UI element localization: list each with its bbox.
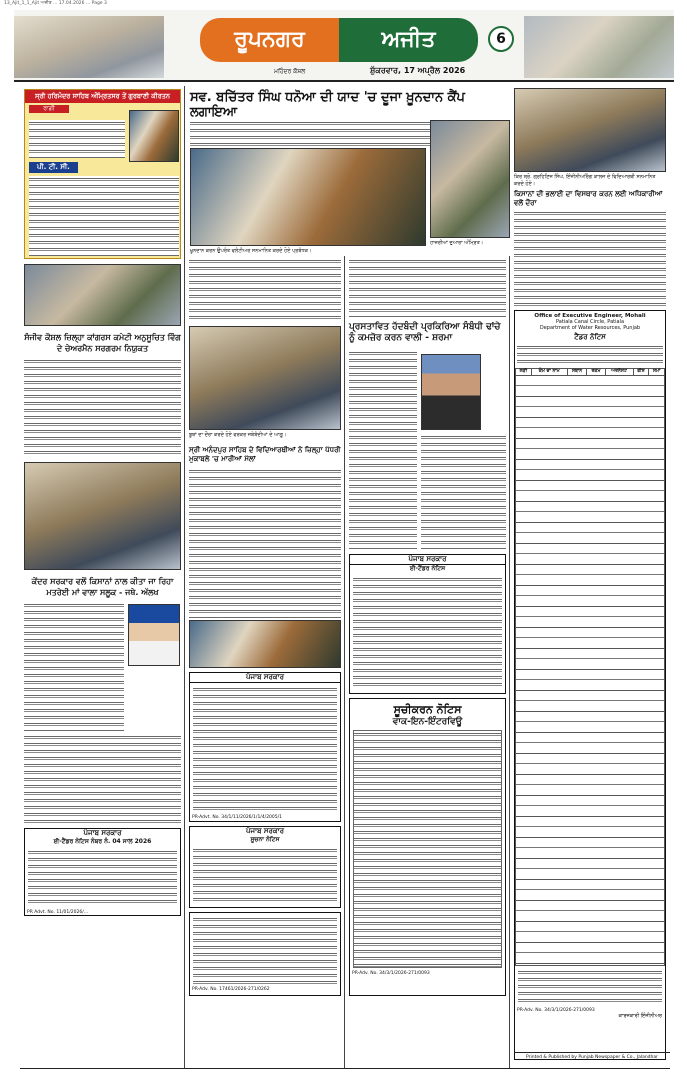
sharma-portrait: [421, 354, 481, 430]
jathedar-portrait: [128, 604, 180, 666]
col1-govt-ad: [24, 828, 181, 916]
main-headline: ਸਵ. ਬਚਿੱਤਰ ਸਿੰਘ ਧਨੋਆ ਦੀ ਯਾਦ 'ਚ ਦੂਜਾ ਖ਼ੂਨਦਾਨ ਕੈਂਪ ਲਗਾਇਆ: [190, 90, 465, 120]
col2-group-photo: [189, 620, 341, 668]
page-number-badge: 6: [488, 26, 514, 52]
col4-office-title: Office of Executive Engineer, Mohali: [534, 313, 646, 319]
column-3: [345, 256, 510, 1069]
col2-notice-sub: ਸੂਚਨਾ ਨੋਟਿਸ: [250, 836, 280, 843]
col1-ad-sub: ਈ-ਟੈਂਡਰ ਨੋਟਿਸ ਨੰਬਰ ਨੰ. 04 ਸਾਲ 2026: [53, 838, 152, 845]
kirtan-subheading: ਰਾਗੀ: [29, 105, 69, 113]
col4-tender-intro: [517, 344, 663, 366]
col2-photo-caption: ਬੂਥਾਂ ਦਾ ਦੌਰਾ ਕਰਦੇ ਹੋਏ ਵਰਕਰ ਜਥੇਬੰਦੀਆਂ ਦੇ ਆਗੂ।: [189, 432, 287, 438]
col3-walkin-ad: [349, 698, 506, 996]
scan-header: 13_Ajit_1_1_Ajit ਅਜੀਤ ... 17.04.2026 ... Page 3: [4, 1, 107, 6]
story2-body: [24, 602, 124, 732]
main-photo-caption: ਖ਼ੂਨਦਾਨ ਕਰਨ ਉਪਰੰਤ ਵਲੰਟੀਅਰ ਸਨਮਾਨਿਤ ਕਰਦੇ ਹੋਏ ਪ੍ਰਬੰਧਕ।: [190, 248, 312, 254]
masthead-date: ਸ਼ੁੱਕਰਵਾਰ, 17 ਅਪ੍ਰੈਲ 2026: [370, 66, 466, 75]
main-photo-caption-right: ਹਾਜ਼ਰੀਆਂ ਦੁਆਰਾ ਅੰਮ੍ਰਿਤ।: [430, 240, 484, 246]
masthead-title-box: [200, 18, 478, 62]
col3-story-body-b: [421, 434, 506, 550]
story1-headline: ਸੰਜੀਵ ਕੌਸ਼ਲ ਜ਼ਿਲ੍ਹਾ ਕਾਂਗਰਸ ਕਮੇਟੀ ਅਨੁਸੂਚਿਤ ਵਿੰਗ ਦੇ ਚੇਅਰਮੈਨ ਸਰਗਰਮ ਨਿਯੁਕਤ: [24, 333, 181, 353]
col2-bottom-body: [193, 916, 337, 984]
col2-ad-ref: PR-Advt. No. 34/1/11/2026/1/1/4/2005/1: [192, 815, 283, 820]
story1-body: [24, 358, 181, 458]
col2-story-body: [189, 258, 341, 322]
tender-col-header: ਲੜੀ: [516, 369, 532, 376]
tender-col-header: ਸਥਾਨ: [567, 369, 587, 376]
tender-table-header: [516, 369, 665, 376]
main-story-photo: [190, 148, 426, 246]
ptc-label: ਪੀ. ਟੀ. ਸੀ.: [29, 162, 78, 173]
col2-notice-body: [193, 847, 337, 903]
masthead-title-left: ਰੂਪਨਗਰ: [200, 18, 339, 62]
col1-ad-body: [28, 849, 177, 907]
col2-bottom-ad: [189, 912, 341, 996]
tender-col-header: ਸਮਾਂ: [649, 369, 665, 376]
col3-ad-body: [353, 576, 502, 688]
col4-tender-table: [515, 368, 665, 376]
tender-col-header: ਫੀਸ: [633, 369, 649, 376]
tender-col-header: ਅਰਨੈਸਟ: [605, 369, 633, 376]
col4-story-body: [514, 210, 666, 306]
col1-ad-ref: PR Advt. No. 11/01/2026/...: [27, 910, 89, 915]
col3-walk-body: [353, 730, 502, 968]
col2-photo: [189, 326, 341, 430]
col4-ad-ref: PR-Adv. No. 34/3/1/2026-271/0093: [517, 1008, 595, 1013]
col3-walk-ref: PR-Adv. No. 34/3/1/2026-271/0093: [352, 971, 430, 976]
column-4: [510, 86, 670, 1069]
col2-ad-body: [193, 686, 337, 812]
col2-story-headline: ਸ੍ਰੀ ਅਨੰਦਪੁਰ ਸਾਹਿਬ ਦੇ ਵਿਦਿਆਰਥੀਆਂ ਨੇ ਜ਼ਿਲ੍ਹਾ ਪੱਧਰੀ ਮੁਕਾਬਲੇ 'ਚ ਮਾਰੀਆਂ ਮੱਲਾਂ: [189, 446, 341, 463]
col3-tender-ad: [349, 554, 506, 694]
col3-ad-title: ਪੰਜਾਬ ਸਰਕਾਰ: [350, 555, 505, 565]
col4-tender-ad: [514, 310, 666, 1060]
col4-footer-note: ਕਾਰਜਕਾਰੀ ਇੰਜੀਨੀਅਰ: [618, 1013, 662, 1019]
col4-photo-caption: ਕਿਰ ਸ਼੍ਰੋ. ਗ੍ਰਹਿਣਿਜ ਸਿੰਘ, ਇੰਜੀਨੀਅਰਿੰਗ ਕਾਲਜ ਦੇ ਵਿਦਿਆਰਥੀ ਸਨਮਾਨਿਤ ਕਰਦੇ ਹੋਏ।: [514, 174, 656, 187]
masthead-edition: ਮਹਿੰਦਰ ਕੌਸ਼ਲ: [274, 68, 306, 75]
tender-col-header: ਕੰਮ ਦਾ ਨਾਮ: [531, 369, 567, 376]
kirtan-timings: [29, 176, 179, 256]
masthead-title-right: ਅਜੀਤ: [339, 18, 478, 62]
col4-tender-rows: [515, 376, 665, 966]
col4-students-photo: [514, 88, 666, 172]
kirtan-box: [24, 89, 181, 259]
story2-headline: ਕੇਂਦਰ ਸਰਕਾਰ ਵਲੋਂ ਕਿਸਾਨਾਂ ਨਾਲ ਕੀਤਾ ਜਾ ਰਿਹਾ ਮਤਰੇਈ ਮਾਂ ਵਾਲਾ ਸਲੂਕ - ਜਥੇ. ਅੱਲਖ: [31, 577, 174, 597]
column-1: [22, 86, 185, 1069]
col4-tender-title: ਟੈਂਡਰ ਨੋਟਿਸ: [574, 333, 606, 341]
col3-walk-sub: ਵਾਕ-ਇਨ-ਇੰਟਰਵਿਊ: [392, 717, 463, 727]
tender-col-header: ਰਕਮ: [587, 369, 605, 376]
col3-ad-notice: ਈ-ਟੈਂਡਰ ਨੋਟਿਸ: [409, 565, 446, 572]
col4-story-headline: ਕਿਸਾਨਾਂ ਦੀ ਭਲਾਈ ਦਾ ਵਿਸਥਾਰ ਕਰਨ ਲਈ ਅਧਿਕਾਰੀਆਂ ਵਲੋਂ ਦੌਰਾ: [514, 190, 663, 207]
col2-notice-title: ਪੰਜਾਬ ਸਰਕਾਰ: [245, 827, 284, 835]
masthead: [14, 10, 674, 82]
page-bottom-rule: [20, 1068, 670, 1069]
main-story-portrait: [430, 120, 510, 238]
main-story-body: [190, 120, 430, 146]
golden-temple-photo: [129, 110, 179, 162]
col4-office-sub: Patiala Canal Circle, Patiala: [555, 319, 625, 325]
masthead-photo-right: [524, 16, 674, 78]
kirtan-list: [29, 120, 125, 158]
col4-office-dept: Department of Water Resources, Punjab: [539, 325, 641, 331]
masthead-photo-left: [14, 16, 164, 78]
col4-tender-terms: [518, 969, 662, 1005]
congress-photo: [24, 264, 181, 326]
col2-story-text: [189, 468, 341, 618]
column-2: [185, 256, 345, 1069]
col3-top-body: [349, 258, 506, 318]
col1-ad-title: ਪੰਜਾਬ ਸਰਕਾਰ: [83, 829, 122, 837]
col3-walk-title: ਸੂਚੀਕਰਨ ਨੋਟਿਸ: [393, 703, 462, 716]
story2-body-b: [24, 734, 181, 824]
printer-line: Printed & Published by Punjab Newspaper & Co., Jalandhar: [514, 1052, 670, 1061]
col3-story-headline: ਪ੍ਰਸਤਾਵਿਤ ਹੱਦਬੰਦੀ ਪ੍ਰਕਿਰਿਆ ਸੰਬੰਧੀ ਢਾਂਚੇ ਨੂੰ ਕਮਜ਼ੋਰ ਕਰਨ ਵਾਲੀ - ਸ਼ਰਮਾ: [349, 322, 501, 343]
col3-story-body: [349, 350, 417, 550]
story2-photo: [24, 462, 181, 570]
col2-bottom-ref: PR-Adv. No. 17461/2026-271/0262: [192, 987, 270, 992]
kirtan-heading: ਸ੍ਰੀ ਹਰਿਮੰਦਰ ਸਾਹਿਬ ਅੰਮ੍ਰਿਤਸਰ ਤੋਂ ਗੁਰਬਾਣੀ ਕੀਰਤਨ: [25, 90, 180, 103]
col2-panjab-ad: [189, 672, 341, 822]
col2-ad-title: ਪੰਜਾਬ ਸਰਕਾਰ: [190, 673, 340, 683]
col2-notice-ad: [189, 826, 341, 908]
